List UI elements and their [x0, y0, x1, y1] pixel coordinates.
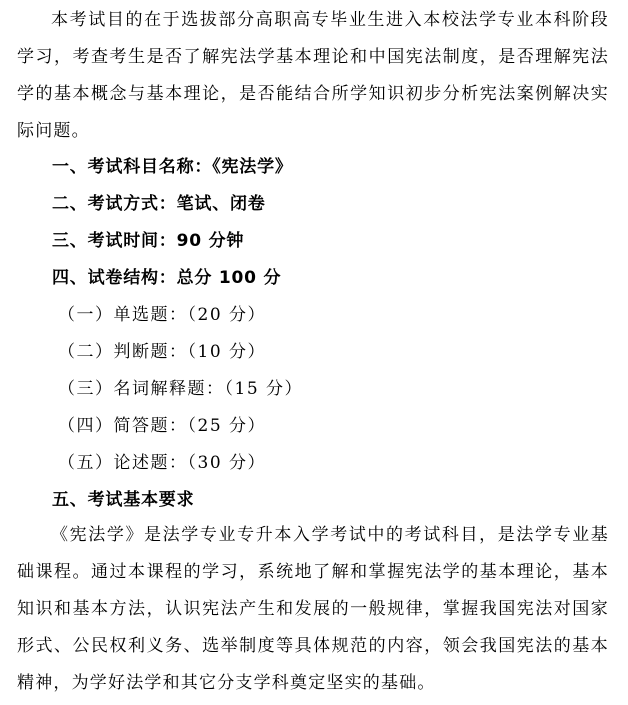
heading-exam-subject: 一、考试科目名称：《宪法学》 — [52, 157, 293, 177]
heading-exam-method: 二、考试方式：笔试、闭卷 — [52, 194, 266, 214]
heading-exam-time: 三、考试时间：90 分钟 — [52, 231, 245, 251]
structure-item-single-choice: （一）单选题：（20 分） — [58, 305, 267, 325]
structure-item-essay: （五）论述题：（30 分） — [58, 453, 267, 473]
intro-paragraph: 本考试目的在于选拔部分高职高专毕业生进入本校法学专业本科阶段学习，考查考生是否了解宪法学基本理论和中国宪法制度，是否理解宪法学的基本概念与基本理论，是否能结合所学知识初步分析宪法案例解决实际问题。 — [17, 10, 609, 141]
heading-basic-requirements: 五、考试基本要求 — [52, 490, 195, 510]
structure-item-short-answer: （四）简答题：（25 分） — [58, 416, 267, 436]
structure-item-true-false: （二）判断题：（10 分） — [58, 342, 267, 362]
structure-item-term-explanation: （三）名词解释题：（15 分） — [58, 379, 304, 399]
heading-paper-structure: 四、试卷结构：总分 100 分 — [52, 268, 282, 288]
requirements-paragraph: 《宪法学》是法学专业专升本入学考试中的考试科目，是法学专业基础课程。通过本课程的学习，系统地了解和掌握宪法学的基本理论，基本知识和基本方法，认识宪法产生和发展的一般规律，掌握我国宪法对国家形式、公民权利义务、选举制度等具体规范的内容，领会我国宪法的基本精神，为学好法学和其它分支学科奠定坚实的基础。 — [17, 525, 609, 693]
